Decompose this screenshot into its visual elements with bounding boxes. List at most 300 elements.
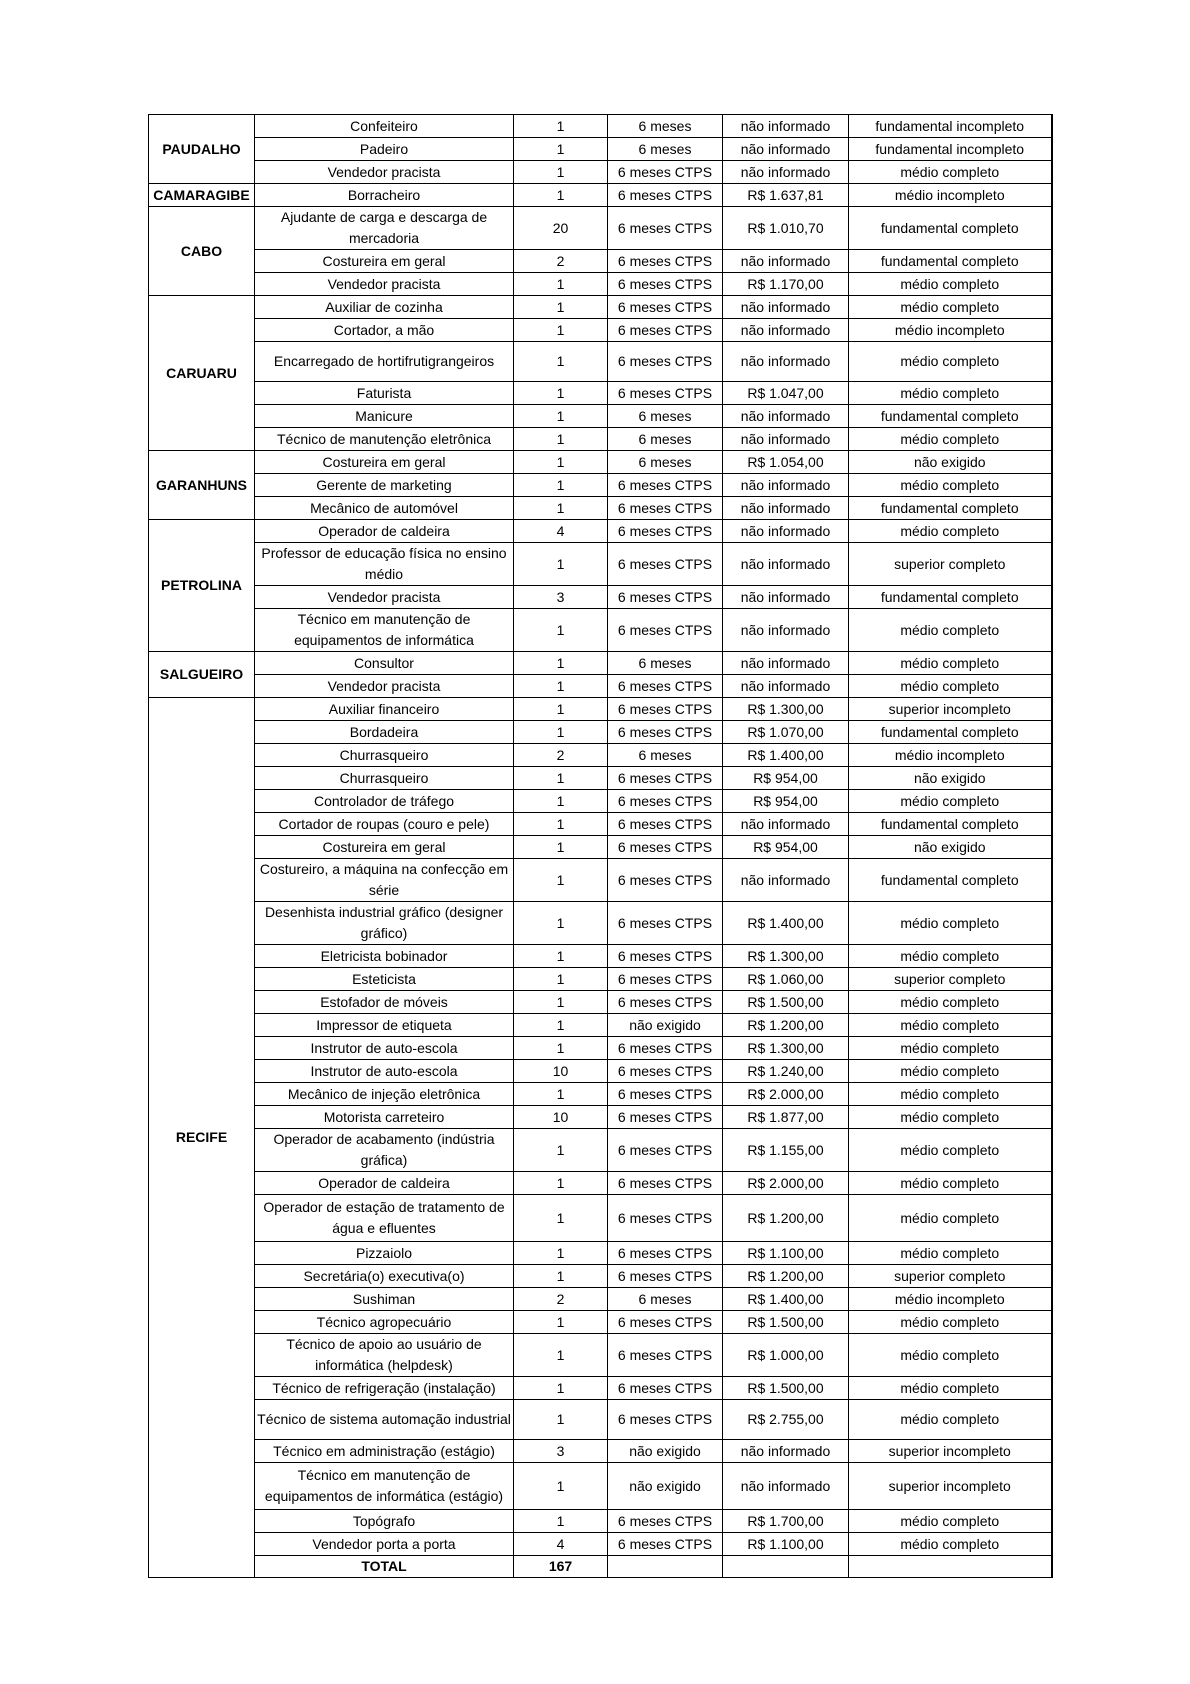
vacancies-cell: 1 — [514, 968, 608, 991]
occupation-cell: Técnico agropecuário — [255, 1311, 514, 1334]
experience-cell: 6 meses CTPS — [608, 1060, 723, 1083]
experience-cell: 6 meses — [608, 652, 723, 675]
experience-cell: 6 meses CTPS — [608, 543, 723, 586]
vacancies-cell: 4 — [514, 1533, 608, 1556]
experience-cell: 6 meses CTPS — [608, 698, 723, 721]
empty-cell — [723, 1556, 849, 1578]
table-row — [149, 767, 1052, 790]
experience-cell: 6 meses CTPS — [608, 1037, 723, 1060]
education-cell: fundamental completo — [849, 207, 1052, 250]
table-row — [149, 836, 1052, 859]
table-row — [149, 1311, 1052, 1334]
table-row — [149, 1377, 1052, 1400]
salary-cell: R$ 1.054,00 — [723, 451, 849, 474]
vacancies-cell: 1 — [514, 115, 608, 138]
table-row — [149, 405, 1052, 428]
salary-cell: não informado — [723, 497, 849, 520]
vacancies-cell: 2 — [514, 1288, 608, 1311]
city-cell: RECIFE — [149, 698, 255, 1578]
education-cell: superior incompleto — [849, 698, 1052, 721]
salary-cell: não informado — [723, 474, 849, 497]
education-cell: médio completo — [849, 609, 1052, 652]
education-cell: fundamental completo — [849, 405, 1052, 428]
education-cell: médio completo — [849, 520, 1052, 543]
city-cell: PETROLINA — [149, 520, 255, 652]
experience-cell: 6 meses CTPS — [608, 1311, 723, 1334]
education-cell: médio completo — [849, 474, 1052, 497]
salary-cell: R$ 1.300,00 — [723, 1037, 849, 1060]
occupation-cell: Esteticista — [255, 968, 514, 991]
table-row — [149, 342, 1052, 382]
occupation-cell: Mecânico de automóvel — [255, 497, 514, 520]
occupation-cell: Instrutor de auto-escola — [255, 1060, 514, 1083]
occupation-cell: Pizzaiolo — [255, 1242, 514, 1265]
education-cell: médio incompleto — [849, 184, 1052, 207]
vacancies-cell: 3 — [514, 586, 608, 609]
education-cell: médio completo — [849, 296, 1052, 319]
occupation-cell: Consultor — [255, 652, 514, 675]
experience-cell: 6 meses CTPS — [608, 1400, 723, 1440]
table-row — [149, 184, 1052, 207]
experience-cell: 6 meses CTPS — [608, 161, 723, 184]
education-cell: médio completo — [849, 1060, 1052, 1083]
education-cell: fundamental completo — [849, 250, 1052, 273]
salary-cell: não informado — [723, 652, 849, 675]
experience-cell: 6 meses — [608, 138, 723, 161]
education-cell: não exigido — [849, 451, 1052, 474]
occupation-cell: Ajudante de carga e descarga de mercadoria — [255, 207, 514, 250]
salary-cell: R$ 2.000,00 — [723, 1083, 849, 1106]
occupation-cell: Técnico em administração (estágio) — [255, 1440, 514, 1463]
education-cell: fundamental completo — [849, 859, 1052, 902]
vacancies-cell: 20 — [514, 207, 608, 250]
experience-cell: não exigido — [608, 1014, 723, 1037]
total-vacancies: 167 — [514, 1556, 608, 1578]
salary-cell: R$ 954,00 — [723, 790, 849, 813]
experience-cell: 6 meses — [608, 428, 723, 451]
experience-cell: 6 meses CTPS — [608, 1129, 723, 1172]
vacancies-cell: 1 — [514, 991, 608, 1014]
salary-cell: não informado — [723, 296, 849, 319]
occupation-cell: Operador de caldeira — [255, 520, 514, 543]
table-row — [149, 115, 1052, 138]
occupation-cell: Cortador, a mão — [255, 319, 514, 342]
salary-cell: R$ 1.047,00 — [723, 382, 849, 405]
salary-cell: não informado — [723, 609, 849, 652]
education-cell: fundamental completo — [849, 813, 1052, 836]
salary-cell: R$ 1.400,00 — [723, 744, 849, 767]
salary-cell: R$ 1.500,00 — [723, 1377, 849, 1400]
salary-cell: R$ 1.400,00 — [723, 902, 849, 945]
occupation-cell: Mecânico de injeção eletrônica — [255, 1083, 514, 1106]
vacancies-cell: 1 — [514, 1037, 608, 1060]
salary-cell: R$ 1.500,00 — [723, 1311, 849, 1334]
experience-cell: 6 meses CTPS — [608, 945, 723, 968]
experience-cell: 6 meses CTPS — [608, 1265, 723, 1288]
total-row — [149, 1556, 1052, 1578]
education-cell: médio completo — [849, 1172, 1052, 1195]
education-cell: médio incompleto — [849, 744, 1052, 767]
experience-cell: 6 meses CTPS — [608, 184, 723, 207]
occupation-cell: Topógrafo — [255, 1510, 514, 1533]
education-cell: médio completo — [849, 790, 1052, 813]
city-cell: PAUDALHO — [149, 115, 255, 184]
experience-cell: 6 meses CTPS — [608, 1377, 723, 1400]
table-row — [149, 543, 1052, 586]
education-cell: médio completo — [849, 1400, 1052, 1440]
education-cell: superior completo — [849, 1265, 1052, 1288]
vacancies-cell: 1 — [514, 1195, 608, 1242]
vacancies-cell: 1 — [514, 138, 608, 161]
occupation-cell: Borracheiro — [255, 184, 514, 207]
vacancies-cell: 1 — [514, 161, 608, 184]
table-row — [149, 1265, 1052, 1288]
salary-cell: R$ 954,00 — [723, 836, 849, 859]
table-row — [149, 902, 1052, 945]
table-row — [149, 1334, 1052, 1377]
table-row — [149, 474, 1052, 497]
experience-cell: 6 meses CTPS — [608, 497, 723, 520]
city-cell: CARUARU — [149, 296, 255, 451]
experience-cell: 6 meses CTPS — [608, 1195, 723, 1242]
vacancies-cell: 1 — [514, 474, 608, 497]
salary-cell: R$ 1.170,00 — [723, 273, 849, 296]
salary-cell: não informado — [723, 586, 849, 609]
table-row — [149, 698, 1052, 721]
vacancies-cell: 1 — [514, 1014, 608, 1037]
experience-cell: 6 meses CTPS — [608, 859, 723, 902]
city-cell: GARANHUNS — [149, 451, 255, 520]
vacancies-cell: 1 — [514, 184, 608, 207]
occupation-cell: Estofador de móveis — [255, 991, 514, 1014]
vacancies-cell: 1 — [514, 296, 608, 319]
experience-cell: não exigido — [608, 1440, 723, 1463]
table-row — [149, 744, 1052, 767]
salary-cell: não informado — [723, 1463, 849, 1510]
vacancies-cell: 2 — [514, 744, 608, 767]
vacancies-table-body — [149, 115, 1052, 1578]
table-row — [149, 497, 1052, 520]
salary-cell: R$ 1.700,00 — [723, 1510, 849, 1533]
experience-cell: 6 meses CTPS — [608, 1334, 723, 1377]
education-cell: médio completo — [849, 902, 1052, 945]
vacancies-cell: 1 — [514, 836, 608, 859]
table-row — [149, 968, 1052, 991]
table-row — [149, 859, 1052, 902]
table-row — [149, 1400, 1052, 1440]
experience-cell: 6 meses CTPS — [608, 207, 723, 250]
education-cell: médio completo — [849, 382, 1052, 405]
salary-cell: não informado — [723, 342, 849, 382]
empty-cell — [849, 1556, 1052, 1578]
salary-cell: não informado — [723, 428, 849, 451]
vacancies-cell: 1 — [514, 790, 608, 813]
vacancies-cell: 4 — [514, 520, 608, 543]
education-cell: médio completo — [849, 428, 1052, 451]
table-row — [149, 1060, 1052, 1083]
education-cell: fundamental incompleto — [849, 115, 1052, 138]
experience-cell: 6 meses CTPS — [608, 991, 723, 1014]
education-cell: fundamental completo — [849, 586, 1052, 609]
education-cell: médio completo — [849, 1334, 1052, 1377]
vacancies-table — [148, 114, 1053, 1578]
table-row — [149, 1172, 1052, 1195]
occupation-cell: Técnico de apoio ao usuário de informática (helpdesk) — [255, 1334, 514, 1377]
salary-cell: R$ 1.100,00 — [723, 1242, 849, 1265]
education-cell: médio completo — [849, 652, 1052, 675]
vacancies-cell: 1 — [514, 609, 608, 652]
experience-cell: 6 meses CTPS — [608, 836, 723, 859]
table-row — [149, 721, 1052, 744]
salary-cell: R$ 1.200,00 — [723, 1195, 849, 1242]
vacancies-cell: 1 — [514, 1129, 608, 1172]
experience-cell: 6 meses CTPS — [608, 250, 723, 273]
salary-cell: R$ 1.100,00 — [723, 1533, 849, 1556]
salary-cell: não informado — [723, 543, 849, 586]
experience-cell: 6 meses CTPS — [608, 767, 723, 790]
salary-cell: R$ 1.070,00 — [723, 721, 849, 744]
occupation-cell: Costureira em geral — [255, 451, 514, 474]
salary-cell: R$ 2.755,00 — [723, 1400, 849, 1440]
education-cell: médio completo — [849, 945, 1052, 968]
education-cell: médio completo — [849, 1311, 1052, 1334]
table-row — [149, 161, 1052, 184]
experience-cell: 6 meses CTPS — [608, 342, 723, 382]
occupation-cell: Churrasqueiro — [255, 744, 514, 767]
vacancies-cell: 1 — [514, 1311, 608, 1334]
experience-cell: 6 meses — [608, 744, 723, 767]
vacancies-cell: 1 — [514, 405, 608, 428]
vacancies-cell: 1 — [514, 945, 608, 968]
experience-cell: 6 meses CTPS — [608, 1106, 723, 1129]
table-row — [149, 520, 1052, 543]
experience-cell: 6 meses CTPS — [608, 474, 723, 497]
education-cell: médio completo — [849, 1083, 1052, 1106]
salary-cell: não informado — [723, 675, 849, 698]
occupation-cell: Técnico em manutenção de equipamentos de informática (estágio) — [255, 1463, 514, 1510]
experience-cell: 6 meses CTPS — [608, 1242, 723, 1265]
salary-cell: não informado — [723, 1440, 849, 1463]
experience-cell: 6 meses CTPS — [608, 273, 723, 296]
city-cell: CABO — [149, 207, 255, 296]
vacancies-cell: 1 — [514, 1510, 608, 1533]
education-cell: médio incompleto — [849, 1288, 1052, 1311]
occupation-cell: Técnico de sistema automação industrial — [255, 1400, 514, 1440]
experience-cell: 6 meses CTPS — [608, 790, 723, 813]
education-cell: superior incompleto — [849, 1440, 1052, 1463]
occupation-cell: Vendedor pracista — [255, 273, 514, 296]
vacancies-cell: 1 — [514, 497, 608, 520]
occupation-cell: Bordadeira — [255, 721, 514, 744]
table-row — [149, 1106, 1052, 1129]
occupation-cell: Operador de caldeira — [255, 1172, 514, 1195]
education-cell: médio completo — [849, 1106, 1052, 1129]
table-row — [149, 945, 1052, 968]
table-row — [149, 1463, 1052, 1510]
experience-cell: 6 meses — [608, 451, 723, 474]
occupation-cell: Auxiliar financeiro — [255, 698, 514, 721]
experience-cell: 6 meses CTPS — [608, 1172, 723, 1195]
education-cell: fundamental incompleto — [849, 138, 1052, 161]
experience-cell: 6 meses CTPS — [608, 586, 723, 609]
occupation-cell: Manicure — [255, 405, 514, 428]
occupation-cell: Eletricista bobinador — [255, 945, 514, 968]
salary-cell: R$ 1.000,00 — [723, 1334, 849, 1377]
table-row — [149, 296, 1052, 319]
occupation-cell: Técnico em manutenção de equipamentos de informática — [255, 609, 514, 652]
salary-cell: não informado — [723, 859, 849, 902]
education-cell: médio completo — [849, 675, 1052, 698]
education-cell: médio completo — [849, 1014, 1052, 1037]
salary-cell: não informado — [723, 319, 849, 342]
vacancies-cell: 1 — [514, 859, 608, 902]
table-row — [149, 1037, 1052, 1060]
salary-cell: R$ 1.240,00 — [723, 1060, 849, 1083]
vacancies-cell: 10 — [514, 1060, 608, 1083]
experience-cell: 6 meses — [608, 1288, 723, 1311]
city-cell: CAMARAGIBE — [149, 184, 255, 207]
vacancies-cell: 1 — [514, 1463, 608, 1510]
table-row — [149, 1533, 1052, 1556]
salary-cell: R$ 1.060,00 — [723, 968, 849, 991]
table-row — [149, 1510, 1052, 1533]
occupation-cell: Vendedor porta a porta — [255, 1533, 514, 1556]
table-row — [149, 1288, 1052, 1311]
salary-cell: não informado — [723, 250, 849, 273]
vacancies-cell: 1 — [514, 902, 608, 945]
vacancies-cell: 1 — [514, 319, 608, 342]
salary-cell: R$ 1.300,00 — [723, 698, 849, 721]
experience-cell: 6 meses — [608, 405, 723, 428]
table-row — [149, 319, 1052, 342]
total-label: TOTAL — [255, 1556, 514, 1578]
occupation-cell: Costureiro, a máquina na confecção em série — [255, 859, 514, 902]
education-cell: superior completo — [849, 543, 1052, 586]
salary-cell: não informado — [723, 813, 849, 836]
experience-cell: 6 meses CTPS — [608, 1510, 723, 1533]
occupation-cell: Secretária(o) executiva(o) — [255, 1265, 514, 1288]
empty-cell — [608, 1556, 723, 1578]
table-row — [149, 790, 1052, 813]
salary-cell: R$ 1.300,00 — [723, 945, 849, 968]
vacancies-cell: 1 — [514, 273, 608, 296]
table-row — [149, 813, 1052, 836]
table-row — [149, 1195, 1052, 1242]
table-row — [149, 138, 1052, 161]
salary-cell: R$ 2.000,00 — [723, 1172, 849, 1195]
education-cell: médio completo — [849, 1129, 1052, 1172]
salary-cell: R$ 1.200,00 — [723, 1265, 849, 1288]
education-cell: médio completo — [849, 1037, 1052, 1060]
occupation-cell: Desenhista industrial gráfico (designer gráfico) — [255, 902, 514, 945]
occupation-cell: Costureira em geral — [255, 250, 514, 273]
vacancies-cell: 1 — [514, 721, 608, 744]
table-row — [149, 451, 1052, 474]
vacancies-cell: 1 — [514, 1377, 608, 1400]
education-cell: médio completo — [849, 1510, 1052, 1533]
vacancies-cell: 1 — [514, 1334, 608, 1377]
experience-cell: 6 meses CTPS — [608, 968, 723, 991]
experience-cell: 6 meses CTPS — [608, 319, 723, 342]
table-row — [149, 675, 1052, 698]
experience-cell: 6 meses CTPS — [608, 1083, 723, 1106]
table-row — [149, 609, 1052, 652]
experience-cell: não exigido — [608, 1463, 723, 1510]
table-row — [149, 250, 1052, 273]
city-cell: SALGUEIRO — [149, 652, 255, 698]
education-cell: fundamental completo — [849, 497, 1052, 520]
vacancies-cell: 1 — [514, 813, 608, 836]
vacancies-cell: 1 — [514, 1083, 608, 1106]
salary-cell: R$ 1.200,00 — [723, 1014, 849, 1037]
vacancies-cell: 1 — [514, 451, 608, 474]
occupation-cell: Técnico de manutenção eletrônica — [255, 428, 514, 451]
occupation-cell: Impressor de etiqueta — [255, 1014, 514, 1037]
education-cell: médio completo — [849, 1195, 1052, 1242]
salary-cell: não informado — [723, 115, 849, 138]
education-cell: não exigido — [849, 767, 1052, 790]
vacancies-cell: 1 — [514, 1242, 608, 1265]
vacancies-cell: 1 — [514, 698, 608, 721]
salary-cell: não informado — [723, 405, 849, 428]
occupation-cell: Operador de acabamento (indústria gráfica) — [255, 1129, 514, 1172]
education-cell: médio completo — [849, 1533, 1052, 1556]
vacancies-cell: 1 — [514, 1400, 608, 1440]
experience-cell: 6 meses CTPS — [608, 382, 723, 405]
vacancies-cell: 1 — [514, 675, 608, 698]
occupation-cell: Padeiro — [255, 138, 514, 161]
vacancies-cell: 1 — [514, 428, 608, 451]
vacancies-cell: 2 — [514, 250, 608, 273]
occupation-cell: Vendedor pracista — [255, 586, 514, 609]
education-cell: médio incompleto — [849, 319, 1052, 342]
experience-cell: 6 meses CTPS — [608, 296, 723, 319]
salary-cell: R$ 1.877,00 — [723, 1106, 849, 1129]
vacancies-cell: 1 — [514, 652, 608, 675]
table-row — [149, 273, 1052, 296]
salary-cell: R$ 1.400,00 — [723, 1288, 849, 1311]
education-cell: superior completo — [849, 968, 1052, 991]
occupation-cell: Controlador de tráfego — [255, 790, 514, 813]
table-row — [149, 1129, 1052, 1172]
occupation-cell: Instrutor de auto-escola — [255, 1037, 514, 1060]
vacancies-cell: 1 — [514, 1265, 608, 1288]
education-cell: médio completo — [849, 991, 1052, 1014]
occupation-cell: Vendedor pracista — [255, 161, 514, 184]
vacancies-cell: 10 — [514, 1106, 608, 1129]
education-cell: médio completo — [849, 273, 1052, 296]
table-row — [149, 1440, 1052, 1463]
salary-cell: R$ 954,00 — [723, 767, 849, 790]
occupation-cell: Faturista — [255, 382, 514, 405]
education-cell: superior incompleto — [849, 1463, 1052, 1510]
occupation-cell: Motorista carreteiro — [255, 1106, 514, 1129]
vacancies-cell: 1 — [514, 543, 608, 586]
education-cell: médio completo — [849, 161, 1052, 184]
experience-cell: 6 meses CTPS — [608, 609, 723, 652]
vacancies-cell: 1 — [514, 1172, 608, 1195]
salary-cell: R$ 1.155,00 — [723, 1129, 849, 1172]
experience-cell: 6 meses CTPS — [608, 902, 723, 945]
occupation-cell: Churrasqueiro — [255, 767, 514, 790]
salary-cell: R$ 1.010,70 — [723, 207, 849, 250]
occupation-cell: Professor de educação física no ensino médio — [255, 543, 514, 586]
occupation-cell: Encarregado de hortifrutigrangeiros — [255, 342, 514, 382]
table-row — [149, 428, 1052, 451]
occupation-cell: Vendedor pracista — [255, 675, 514, 698]
education-cell: médio completo — [849, 342, 1052, 382]
table-row — [149, 1083, 1052, 1106]
